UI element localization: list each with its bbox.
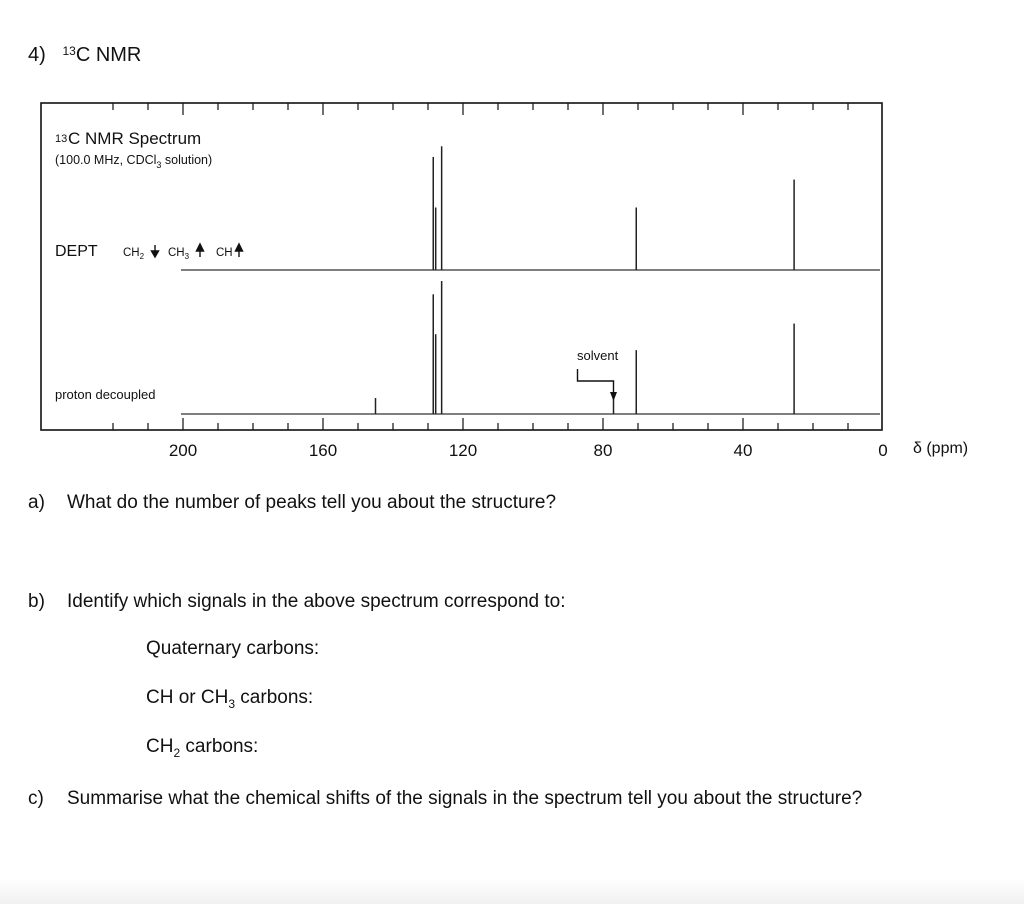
arrow-up-icon	[197, 244, 204, 257]
legend-ch: CH	[216, 247, 233, 259]
question-c-letter: c)	[28, 788, 44, 809]
question-c	[28, 785, 928, 813]
quaternary-carbons-label: Quaternary carbons:	[146, 638, 320, 659]
x-tick-label: 0	[878, 441, 888, 460]
ch-ch3-prefix: CH or CH	[146, 687, 229, 708]
dept-peaks	[433, 146, 794, 270]
legend-ch2-base: CH	[123, 247, 140, 259]
arrow-down-icon	[152, 245, 159, 257]
question-b	[28, 588, 988, 616]
question-number: 4)	[28, 44, 46, 66]
ch2-suffix: carbons:	[180, 736, 259, 757]
top-axis-ticks	[113, 103, 848, 115]
ch-ch3-suffix: carbons:	[235, 687, 314, 708]
solvent-leader-line	[578, 369, 614, 398]
question-a	[28, 489, 988, 517]
x-tick-label: 40	[733, 441, 753, 460]
question-b-letter: b)	[28, 591, 45, 612]
x-tick-label: 160	[308, 441, 338, 460]
solvent-label: solvent	[577, 348, 619, 363]
legend-ch2-sub: 2	[139, 252, 145, 261]
x-tick-label: 120	[448, 441, 478, 460]
chart-title: C NMR Spectrum	[68, 129, 202, 148]
heading-mass-number: 13	[62, 44, 76, 58]
ch2-sub: 2	[173, 745, 181, 760]
proton-decoupled-label: proton decoupled	[55, 387, 156, 402]
question-a-text: What do the number of peaks tell you about the structure?	[67, 492, 557, 513]
chart-subtitle-suffix: solution)	[161, 153, 213, 167]
ch-ch3-sub: 3	[228, 696, 236, 711]
solvent-annotation	[577, 348, 619, 401]
question-b-text: Identify which signals in the above spectrum correspond to:	[67, 591, 566, 612]
ch2-carbons-label	[146, 736, 258, 760]
legend-ch3	[168, 247, 190, 261]
x-tick-labels	[169, 441, 888, 460]
chart-subtitle-prefix: (100.0 MHz, CDCl	[55, 153, 157, 167]
question-a-letter: a)	[28, 492, 45, 513]
heading-title: C NMR	[75, 44, 142, 66]
dept-legend	[123, 244, 243, 261]
legend-ch3-base: CH	[168, 247, 185, 259]
legend-ch2	[123, 247, 145, 261]
arrow-up-icon	[236, 244, 243, 257]
x-tick-label: 80	[593, 441, 613, 460]
chart-title-superscript: 13	[55, 133, 68, 145]
ch-ch3-carbons-label	[146, 687, 313, 711]
chart-subtitle-sub: 3	[156, 160, 162, 170]
dept-label: DEPT	[55, 243, 98, 260]
x-tick-label: 200	[168, 441, 198, 460]
legend-ch3-sub: 3	[184, 252, 190, 261]
ch2-prefix: CH	[146, 736, 174, 757]
x-axis-label: δ (ppm)	[913, 440, 969, 457]
arrow-down-icon	[610, 392, 617, 401]
chart-subtitle	[55, 153, 212, 170]
bottom-axis-ticks	[113, 418, 848, 430]
question-c-text: Summarise what the chemical shifts of the signals in the spectrum tell you about the structure?	[67, 788, 863, 809]
page-footer-shade	[0, 878, 1024, 904]
